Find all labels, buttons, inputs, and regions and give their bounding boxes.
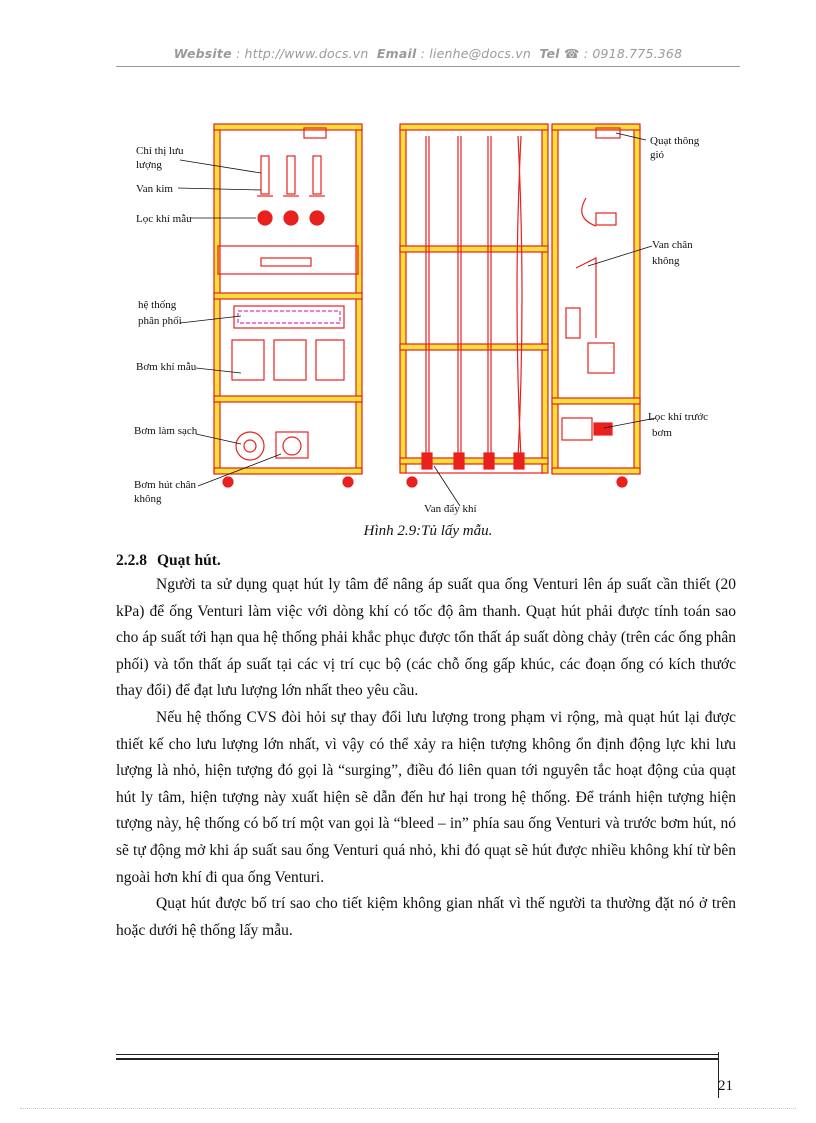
label-khong-right: không	[652, 255, 680, 267]
email-value[interactable]: : lienhe@docs.vn	[420, 46, 531, 61]
email-label: Email	[376, 46, 417, 61]
label-quat-thong: Quạt thông	[650, 135, 700, 147]
website-value[interactable]: : http://www.docs.vn	[235, 46, 369, 61]
paragraph: Quạt hút được bố trí sao cho tiết kiệm không gian nhất vì thế người ta thường đặt nó ở trên hoặc dưới hệ thống lấy mẫu.	[116, 895, 736, 939]
sampling-cabinet-figure	[126, 118, 746, 526]
label-khong-left: không	[134, 493, 162, 505]
page-number: 21	[718, 1078, 733, 1094]
page-header	[116, 46, 740, 61]
label-bom-lam-sach: Bơm làm sạch	[134, 425, 198, 437]
tel-label: Tel	[539, 46, 560, 61]
footer-rule-thin	[116, 1054, 718, 1055]
label-phan-phoi: phân phối	[138, 315, 182, 327]
label-loc-khi-truoc: Lọc khí trước	[648, 411, 709, 423]
section-title: Quạt hút.	[157, 552, 221, 569]
footer-rule-thick	[116, 1058, 718, 1060]
section-number: 2.2.8	[116, 552, 147, 569]
label-bom-hut-chan: Bơm hút chân	[134, 479, 197, 491]
label-bom-khi-mau: Bơm khí mẫu	[136, 361, 197, 373]
figure-caption: Hình 2.9:Tủ lấy mẫu.	[363, 523, 493, 539]
label-loc-khi-mau: Lọc khí mẫu	[136, 213, 192, 225]
label-he-thong: hệ thống	[138, 299, 177, 311]
tel-value: : 0918.775.368	[583, 46, 683, 61]
phone-icon: ☎	[563, 46, 580, 61]
label-van-kim: Van kim	[136, 183, 173, 195]
paragraph: Nếu hệ thống CVS đòi hỏi sự thay đổi lưu lượng trong phạm vi rộng, mà quạt hút lại được thiết kế cho lưu lượng lớn nhất, vì vậy có thể xảy ra hiện tượng không ổn định động lực khi lưu lượng là nhỏ, hiện tượng đó gọi là “surging”, điều đó liên quan tới nguyên tắc hoạt động của quạt hút ly tâm, hiện tượng này xuất hiện sẽ dẫn đến hư hại trong hệ thống. Để tránh hiện tượng hiện tượng này, hệ thống có bố trí một van gọi là “bleed – in” phía sau ống Venturi và trước bơm hút, nó sẽ tự động mở khi áp suất sau ống Venturi quá nhỏ, khi đó quạt sẽ hút được nhiều không khí từ bên ngoài hơn khí đi qua ống Venturi.	[116, 708, 736, 886]
page-bottom-border	[20, 1108, 796, 1109]
website-label: Website	[173, 46, 232, 61]
header-divider	[116, 66, 740, 67]
section-heading	[116, 552, 221, 570]
label-bom-right: bơm	[652, 427, 672, 439]
paragraph: Người ta sử dụng quạt hút ly tâm để nâng áp suất qua ống Venturi lên áp suất cần thiết (20 kPa) để ống Venturi làm việc với dòng khí có tốc độ âm thanh. Quạt hút phải được tính toán sao cho áp suất tới hạn qua hệ thống phải khắc phục được tổn thất áp suất dòng chảy (trên các ống phân phối) và tổn thất áp suất tại các vị trí cục bộ (các chỗ ống gấp khúc, các đoạn ống có kích thước thay đổi) để đạt lưu lượng lớn nhất theo yêu cầu.	[116, 576, 736, 700]
label-luong: lượng	[136, 159, 162, 171]
label-chi-thi: Chỉ thị lưu	[136, 145, 184, 157]
label-gio: gió	[650, 149, 665, 161]
label-van-chan: Van chân	[652, 239, 693, 251]
label-van-day-khi: Van đẩy khí	[424, 503, 477, 515]
body-text	[116, 572, 736, 944]
